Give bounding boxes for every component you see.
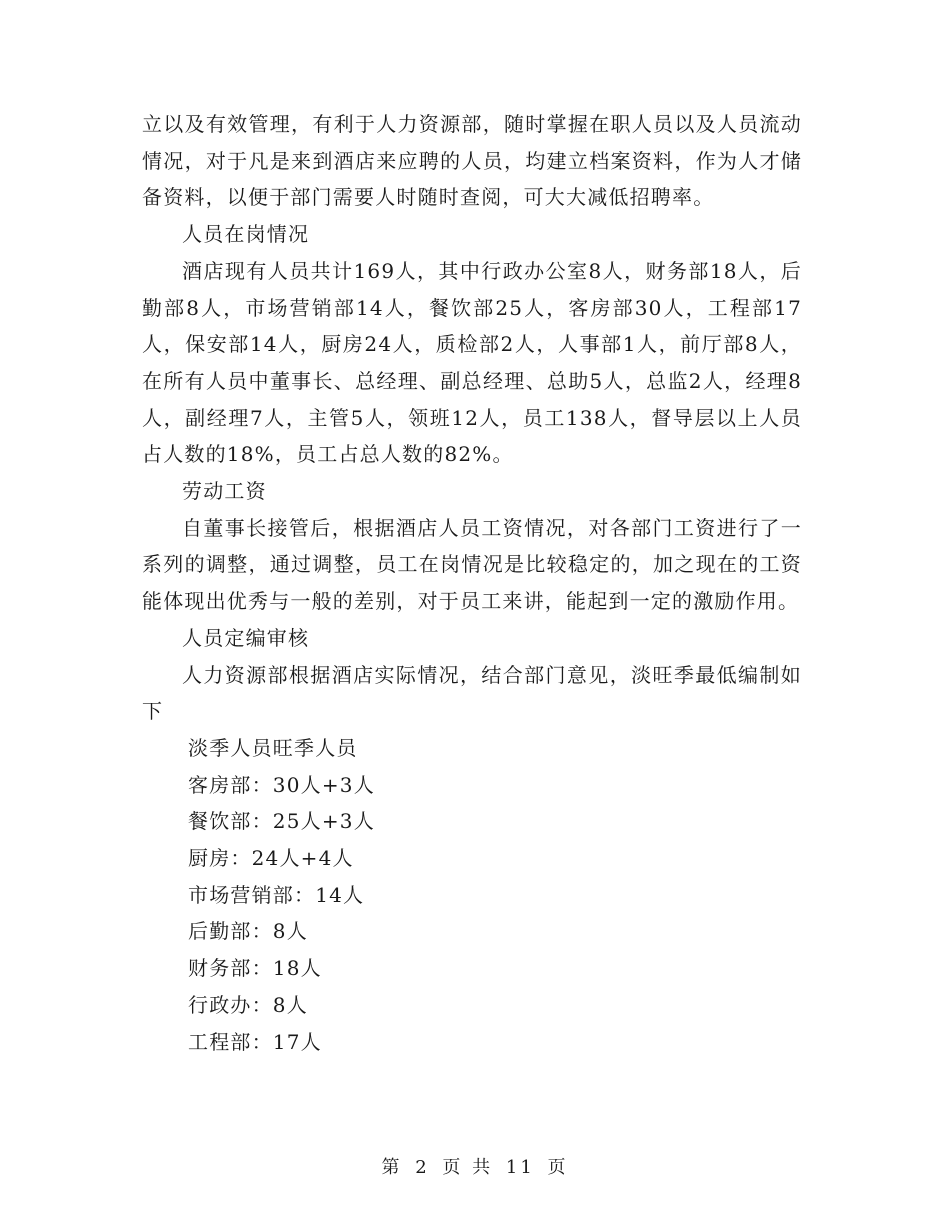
- list-item: 工程部：17人: [188, 1029, 322, 1054]
- footer-prefix: 第: [381, 1157, 403, 1178]
- staffing-list: [142, 730, 802, 1060]
- footer-middle: 页 共: [442, 1157, 494, 1178]
- paragraph-wages: 自董事长接管后，根据酒店人员工资情况，对各部门工资进行了一系列的调整，通过调整，员工在岗情况是比较稳定的，加之现在的工资能体现出优秀与一般的差别，对于员工来讲，能起到一定的激励作用。: [142, 515, 802, 614]
- list-item: 餐饮部：25人+3人: [188, 809, 375, 834]
- section-heading-staff-status: 人员在岗情况: [182, 222, 310, 247]
- section-heading-wages: 劳动工资: [182, 479, 267, 504]
- list-item: 后勤部：8人: [188, 919, 308, 944]
- paragraph-staff-status: 酒店现有人员共计169人，其中行政办公室8人，财务部18人，后勤部8人，市场营销部14人，餐饮部25人，客房部30人，工程部17人，保安部14人，厨房24人，质检部2人，人事部1人，前厅部8人，在所有人员中董事长、总经理、副总经理、总助5人，总监2人，经理8人，副经理7人，主管5人，领班12人，员工138人，督导层以上人员占人数的18%，员工占总人数的82%。: [142, 258, 802, 467]
- list-item: 市场营销部：14人: [188, 882, 365, 907]
- list-item: 淡季人员旺季人员: [188, 735, 358, 760]
- list-item: 行政办：8人: [188, 992, 308, 1017]
- section-heading-staffing-review: 人员定编审核: [182, 625, 310, 650]
- list-item: 厨房：24人+4人: [188, 846, 354, 871]
- document-body: [142, 106, 802, 1060]
- paragraph-staffing-review: 人力资源部根据酒店实际情况，结合部门意见，淡旺季最低编制如下: [142, 662, 802, 724]
- page-footer: [0, 1153, 950, 1179]
- footer-page-number: 2: [415, 1157, 430, 1178]
- list-item: 客房部：30人+3人: [188, 772, 375, 797]
- paragraph-continued: 立以及有效管理，有利于人力资源部，随时掌握在职人员以及人员流动情况，对于凡是来到酒店来应聘的人员，均建立档案资料，作为人才储备资料，以便于部门需要人时随时查阅，可大大减低招聘率。: [142, 112, 802, 210]
- footer-suffix: 页: [547, 1157, 569, 1178]
- list-item: 财务部：18人: [188, 956, 322, 981]
- footer-total-pages: 11: [505, 1157, 535, 1178]
